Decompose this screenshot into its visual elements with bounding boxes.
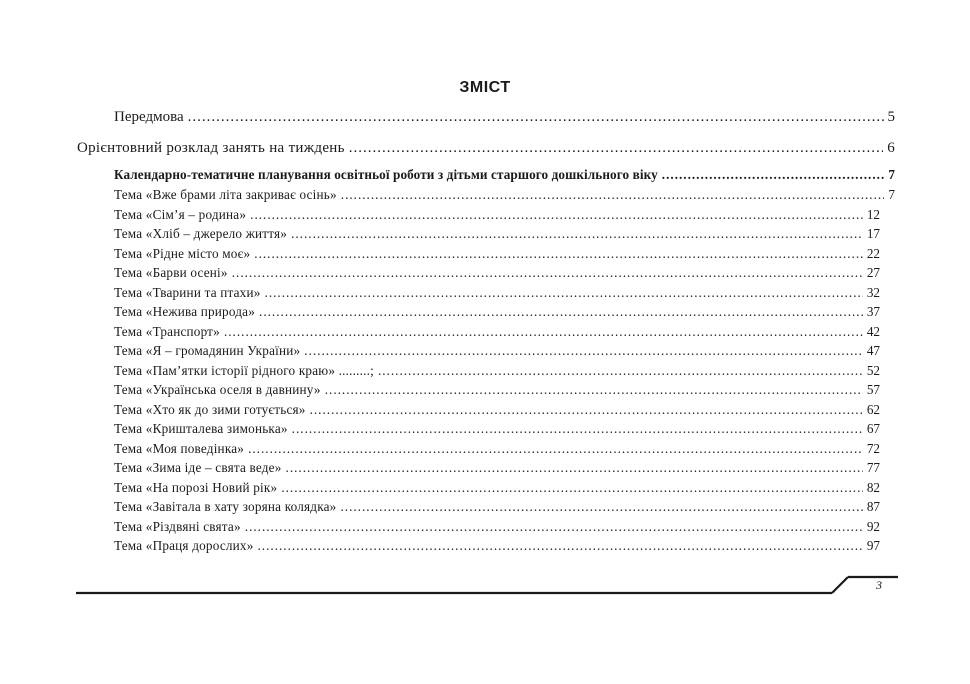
toc-section-heading[interactable] (114, 164, 895, 183)
toc-entry-label: Тема «Хліб – джерело життя» (114, 226, 288, 241)
dot-leader (304, 343, 863, 359)
toc-entry-label: Тема «Сім’я – родина» (114, 206, 247, 222)
toc-entry-label: Тема «Барви осені» (114, 265, 228, 280)
toc-entry-label: Орієнтовний розклад занять на тиждень (77, 140, 345, 156)
toc-entry-page: 82 (866, 479, 880, 495)
toc-entry-label: Передмова (114, 109, 184, 125)
toc-entry-page: 87 (866, 499, 880, 514)
toc-entry-preface[interactable] (114, 109, 895, 126)
toc-entry-topic[interactable] (114, 243, 880, 262)
toc-entry-page: 5 (887, 109, 895, 125)
toc-entry-page: 7 (888, 187, 895, 202)
dot-leader (286, 460, 863, 476)
toc-entry-label: Тема «Українська оселя в давнину» (114, 382, 321, 397)
toc-entry-label: Тема «На порозі Новий рік» (114, 479, 278, 495)
toc-entry-topic[interactable] (114, 282, 880, 301)
toc-entry-topic[interactable] (114, 418, 880, 437)
toc-entry-page: 52 (866, 362, 880, 378)
dot-leader (291, 226, 863, 242)
toc-entry-label: Тема «Праця дорослих» (114, 538, 254, 553)
dot-leader (258, 538, 863, 554)
toc-entry-topic[interactable] (114, 184, 895, 203)
toc-entry-label: Тема «Різдвяні свята» (114, 518, 241, 534)
toc-entry-page: 57 (866, 382, 880, 397)
toc-entry-topic[interactable] (114, 204, 880, 223)
toc-entry-page: 7 (888, 167, 895, 182)
dot-leader (292, 421, 863, 437)
dot-leader (232, 265, 863, 281)
toc-entry-topic[interactable] (114, 340, 880, 359)
dot-leader (378, 363, 863, 379)
dot-leader (224, 324, 863, 340)
dot-leader (281, 480, 863, 496)
toc-entry-schedule[interactable] (77, 140, 895, 157)
toc-entry-page: 92 (866, 518, 880, 534)
toc-entry-label: Тема «Я – громадянин України» (114, 343, 301, 358)
toc-entry-label: Тема «Хто як до зими готується» (114, 401, 306, 417)
dot-leader (340, 499, 862, 515)
toc-entry-label: Календарно-тематичне планування освітньої роботи з дітьми старшого дошкільного віку (114, 167, 658, 182)
dot-leader (265, 285, 863, 301)
page-number: 3 (876, 578, 882, 592)
dot-leader (245, 519, 863, 535)
toc-entry-topic[interactable] (114, 360, 880, 379)
toc-entry-topic[interactable] (114, 223, 880, 242)
toc-entry-topic[interactable] (114, 321, 880, 340)
toc-entry-label: Тема «Рідне місто моє» (114, 245, 251, 261)
toc-entry-page: 67 (866, 421, 880, 436)
toc-entry-topic[interactable] (114, 301, 880, 320)
toc-entry-topic[interactable] (114, 516, 880, 535)
toc-entry-page: 42 (866, 323, 880, 339)
dot-leader (662, 167, 885, 183)
footer-rule (76, 573, 898, 597)
toc-entry-label: Тема «Моя поведінка» (114, 440, 245, 456)
dot-leader (250, 207, 863, 223)
toc-entry-page: 47 (866, 343, 880, 358)
toc-entry-topic[interactable] (114, 262, 880, 281)
toc-entry-page: 77 (866, 460, 880, 475)
dot-leader (325, 382, 863, 398)
toc-entry-label: Тема «Тварини та птахи» (114, 284, 261, 300)
dot-leader (248, 441, 863, 457)
toc-entry-label: Тема «Кришталева зимонька» (114, 421, 288, 436)
toc-entry-topic[interactable] (114, 457, 880, 476)
dot-leader (188, 109, 884, 126)
dot-leader (259, 304, 863, 320)
dot-leader (349, 140, 883, 157)
page-title: ЗМІСТ (459, 79, 511, 96)
toc-entry-page: 32 (866, 284, 880, 300)
toc-entry-label: Тема «Зима іде – свята веде» (114, 460, 282, 475)
toc-entry-label: Тема «Завітала в хату зоряна колядка» (114, 499, 337, 514)
toc-entry-page: 62 (866, 401, 880, 417)
toc-entry-page: 6 (887, 140, 895, 156)
toc-entry-page: 37 (866, 304, 880, 319)
toc-entry-label: Тема «Нежива природа» (114, 304, 256, 319)
toc-entry-label: Тема «Транспорт» (114, 323, 220, 339)
toc-entry-topic[interactable] (114, 438, 880, 457)
toc-entry-topic[interactable] (114, 379, 880, 398)
toc-entry-page: 97 (866, 538, 880, 553)
toc-entry-page: 72 (866, 440, 880, 456)
toc-entry-topic[interactable] (114, 399, 880, 418)
toc-entry-topic[interactable] (114, 496, 880, 515)
toc-entry-page: 22 (866, 245, 880, 261)
toc-entry-label: Тема «Пам’ятки історії рідного краю» .........; (114, 362, 374, 378)
dot-leader (341, 187, 885, 203)
toc-entry-label: Тема «Вже брами літа закриває осінь» (114, 187, 337, 202)
toc-entry-page: 27 (866, 265, 880, 280)
dot-leader (310, 402, 863, 418)
dot-leader (254, 246, 863, 262)
toc-entry-topic[interactable] (114, 535, 880, 554)
toc-entry-page: 12 (866, 206, 880, 222)
toc-entry-topic[interactable] (114, 477, 880, 496)
toc-entry-page: 17 (866, 226, 880, 241)
